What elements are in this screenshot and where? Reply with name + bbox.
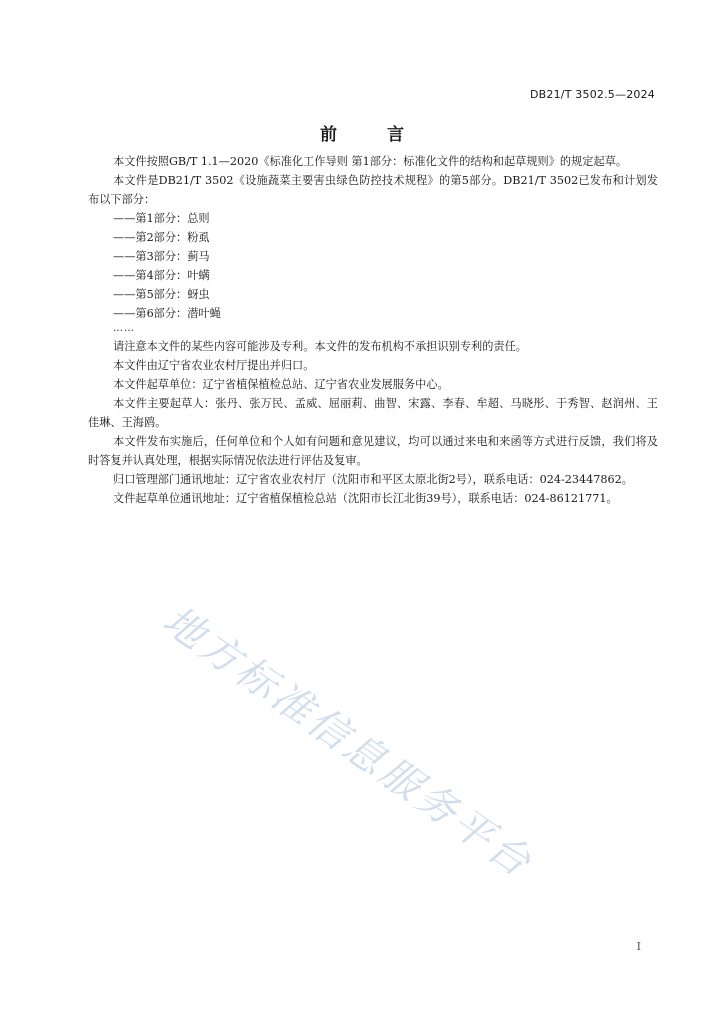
watermark: 地方标准信息服务平台 bbox=[154, 597, 542, 888]
paragraph-authority-address: 归口管理部门通讯地址：辽宁省农业农村厅（沈阳市和平区太原北街2号），联系电话：024-23447862。 bbox=[113, 473, 633, 486]
page-title: 前 言 bbox=[320, 125, 426, 145]
parts-list bbox=[88, 209, 658, 337]
list-item: ——第5部分：蚜虫 bbox=[113, 288, 210, 301]
list-item: ——第3部分：蓟马 bbox=[113, 250, 210, 263]
list-item: ——第6部分：潜叶蝇 bbox=[113, 307, 221, 320]
document-code: DB21/T 3502.5—2024 bbox=[529, 88, 655, 101]
list-item: ——第1部分：总则 bbox=[113, 212, 210, 225]
page-number: I bbox=[636, 940, 641, 953]
paragraph-drafter-address: 文件起草单位通讯地址：辽宁省植保植检总站（沈阳市长江北街39号），联系电话：024-86121771。 bbox=[113, 492, 618, 505]
list-item: ——第4部分：叶螨 bbox=[113, 269, 210, 282]
paragraph-series-info: 本文件是DB21/T 3502《设施蔬菜主要害虫绿色防控技术规程》的第5部分。DB21/T 3502已发布和计划发布以下部分： bbox=[88, 174, 658, 206]
paragraph-patent-notice: 请注意本文件的某些内容可能涉及专利。本文件的发布机构不承担识别专利的责任。 bbox=[113, 340, 527, 353]
paragraph-feedback: 本文件发布实施后，任何单位和个人如有问题和意见建议，均可以通过来电和来函等方式进行反馈，我们将及时答复并认真处理，根据实际情况依法进行评估及复审。 bbox=[88, 435, 658, 467]
list-item: ——第2部分：粉虱 bbox=[113, 231, 210, 244]
paragraph-drafters: 本文件主要起草人：张丹、张万民、孟威、屈丽莉、曲智、宋露、李春、牟超、马晓彤、于秀智、赵润州、王佳琳、王海鸥。 bbox=[88, 397, 658, 429]
paragraph-proposer: 本文件由辽宁省农业农村厅提出并归口。 bbox=[113, 359, 315, 372]
paragraph-drafting-rules: 本文件按照GB/T 1.1—2020《标准化工作导则 第1部分：标准化文件的结构和起草规则》的规定起草。 bbox=[113, 155, 628, 168]
paragraph-drafting-units: 本文件起草单位：辽宁省植保植检总站、辽宁省农业发展服务中心。 bbox=[113, 378, 449, 391]
list-ellipsis: …… bbox=[113, 323, 135, 334]
foreword-body bbox=[88, 152, 658, 508]
